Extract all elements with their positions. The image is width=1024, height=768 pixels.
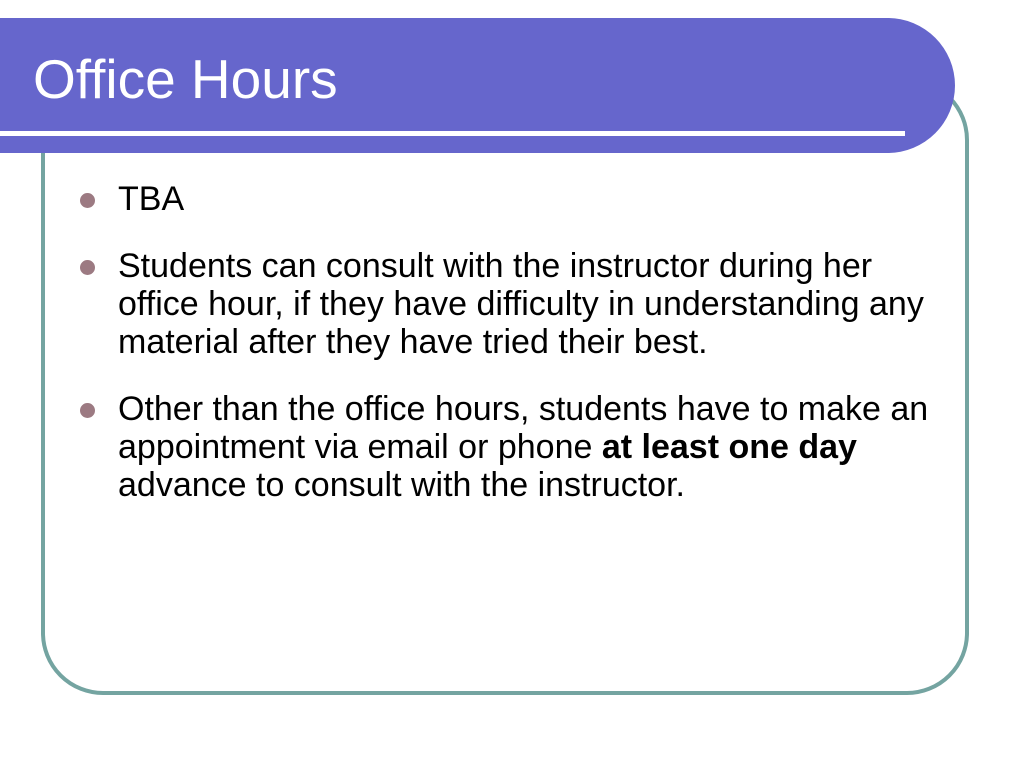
bullet-text-after: advance to consult with the instructor.: [118, 466, 685, 504]
bullet-list: [80, 180, 960, 533]
bullet-text: TBA: [118, 180, 185, 218]
bullet-item-tba: [80, 180, 960, 218]
bullet-text-before: Other than the office hours, students have to make an appointment via email or phone: [118, 390, 929, 466]
bullet-dot-icon: [80, 193, 95, 208]
bullet-item-consultation: [80, 247, 960, 361]
bullet-dot-icon: [80, 403, 95, 418]
bullet-dot-icon: [80, 260, 95, 275]
bullet-text-bold: at least one day: [601, 428, 857, 466]
slide-title: Office Hours: [33, 48, 338, 110]
title-underline-rule: [0, 131, 905, 136]
bullet-text: Students can consult with the instructor during her office hour, if they have difficulty in understanding any material after they have tried their best.: [118, 247, 924, 361]
bullet-item-appointment: [80, 390, 960, 504]
